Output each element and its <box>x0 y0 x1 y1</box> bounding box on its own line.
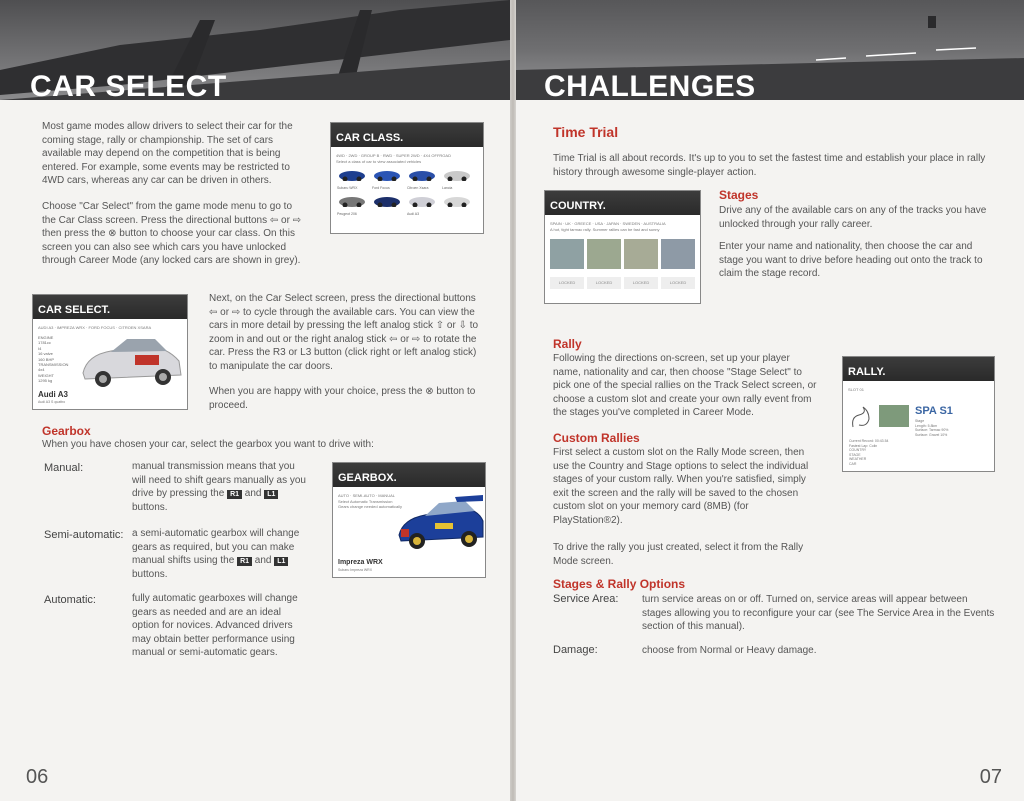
car-thumb <box>372 167 407 190</box>
stat-line: I4 <box>38 345 42 351</box>
stage-detail: Surface: Tarmac 90% <box>915 428 949 433</box>
car-thumb <box>442 167 477 190</box>
screenshot-tabs: 4WD · 2WD · GROUP B · RWD · SUPER 2WD · 4X4 OFFROAD <box>336 153 451 158</box>
stat-line: WEIGHT <box>38 372 54 378</box>
rally-heading: Rally <box>553 337 582 351</box>
screenshot-title: GEARBOX. <box>338 472 397 484</box>
screenshot-title: CAR CLASS. <box>336 132 404 144</box>
car-subtitle: Subaru Impreza WRX <box>338 568 373 572</box>
record-info <box>849 439 889 467</box>
custom-rallies-paragraph: First select a custom slot on the Rally Mode screen, then use the Country and Stage options to select the individual stages of your custom rally. When you're satisfied, simply exit the screen and the rally will be saved to the chosen custom slot on your memory card (8MB) (for PlayStation®2). <box>553 447 809 526</box>
semi-automatic-term: Semi-automatic: <box>44 529 124 541</box>
car-thumb <box>337 167 372 190</box>
custom-rallies-heading: Custom Rallies <box>553 431 640 445</box>
page-number: 06 <box>26 766 49 788</box>
screenshot-hint: A hot, tight tarmac rally. Summer rallies can be fast and sunny <box>550 227 660 232</box>
stage-thumb <box>550 239 584 269</box>
screenshot-hint: Select Automatic Transmission <box>338 499 393 504</box>
country-screenshot <box>544 190 701 304</box>
stat-line: 160 BHP <box>38 356 55 362</box>
rally-paragraph: Following the directions on-screen, set up your player name, nationality and car, then choose "Stage Select" to pick one of the special rallies on the Track Select screen, or choose a custom slot and create your own rally event from the stages you've completed in Career Mode. <box>553 353 817 418</box>
damage-description: choose from Normal or Heavy damage. <box>642 645 817 656</box>
header-banner-right <box>516 0 1024 100</box>
stage-detail: Length: 5.8km <box>915 423 938 428</box>
happy-paragraph: When you are happy with your choice, press the ⊗ button to proceed. <box>209 386 476 411</box>
stage-name: SPA S1 <box>915 405 953 417</box>
drive-rally-paragraph: To drive the rally you just created, select it from the Rally Mode screen. <box>553 542 804 567</box>
car-thumb <box>372 193 407 216</box>
car-thumb <box>407 193 442 216</box>
manual-term: Manual: <box>44 462 84 474</box>
automatic-term: Automatic: <box>44 594 96 606</box>
stage-detail: Stage <box>915 419 925 423</box>
car-name: Audi A3 <box>38 390 68 399</box>
stat-line: TRANSMISSION <box>38 362 69 368</box>
time-trial-paragraph: Time Trial is all about records. It's up to you to set the fastest time and establish your place in rally history through awesome single-player action. <box>553 153 986 178</box>
r1-button-icon: R1 <box>237 557 252 566</box>
intro-paragraph: Most game modes allow drivers to select their car for the coming stage, rally or championship. The set of cars available may depend on the competition that is being entered. For example, some events may be restricted to 4WD cars, whereas any car can be driven in others. <box>42 121 293 186</box>
stage-details <box>915 419 948 437</box>
stat-line: 4x4 <box>38 367 45 373</box>
stat-line: 16 valve <box>38 351 53 357</box>
record-line: Fastest Lap: Colin <box>849 443 878 448</box>
car-thumb <box>337 193 372 216</box>
screenshot-title: COUNTRY. <box>550 200 606 212</box>
gearbox-screenshot <box>332 462 486 578</box>
page-number: 07 <box>979 766 1002 788</box>
stat-line: 1781cc <box>38 340 51 346</box>
car-thumb-label: Subaru WRX <box>337 186 358 190</box>
l1-button-icon: L1 <box>264 490 278 499</box>
car-name: Impreza WRX <box>338 559 383 566</box>
screenshot-title: CAR SELECT. <box>38 304 111 316</box>
screenshot-hint: Select a class of car to view associated vehicles <box>336 159 422 164</box>
field-label: STAGE <box>849 452 861 457</box>
stage-thumb <box>661 239 695 269</box>
car-subtitle: Audi A3 S quattro <box>38 400 66 404</box>
slot-label: SLOT 01 <box>848 387 864 392</box>
page-left <box>0 0 510 801</box>
stage-preview-image <box>879 405 909 427</box>
car-render-image <box>75 331 185 391</box>
page-title: CAR SELECT <box>30 70 227 100</box>
automatic-description: fully automatic gearboxes will change gears as needed and are an ideal option for novices. Advanced drivers may obtain better performance using manual or semi-automatic gears. <box>132 593 298 658</box>
semi-automatic-description: a semi-automatic gearbox will change gears as required, but you can make manual shifts using the R1 and L1 buttons. <box>132 528 300 580</box>
stat-line: 1295 kg <box>38 378 53 384</box>
rally-car-image <box>395 489 485 553</box>
car-thumb-label: Audi A3 <box>407 212 420 216</box>
stage-thumbnails <box>550 239 695 269</box>
stages-heading: Stages <box>719 188 759 202</box>
stat-line: ENGINE <box>38 335 54 340</box>
screenshot-title: RALLY. <box>848 366 886 378</box>
stage-map-icon <box>849 403 873 431</box>
l1-button-icon: L1 <box>274 557 288 566</box>
locked-tiles <box>550 277 695 289</box>
locked-tile: LOCKED <box>587 277 621 289</box>
page-title: CHALLENGES <box>544 70 756 100</box>
car-thumb <box>407 167 442 190</box>
damage-term: Damage: <box>553 644 598 656</box>
options-heading: Stages & Rally Options <box>553 577 686 591</box>
car-stats <box>38 335 68 384</box>
stage-detail: Surface: Gravel 10% <box>915 432 948 437</box>
car-select-screenshot <box>32 294 188 410</box>
car-thumb-label: Citroen Xsara <box>407 186 429 190</box>
field-label: WEATHER <box>849 457 867 462</box>
header-banner-left <box>0 0 510 100</box>
time-trial-heading: Time Trial <box>553 124 619 140</box>
field-label: CAR <box>849 461 857 466</box>
stages-paragraph-2: Enter your name and nationality, then choose the car and stage you want to drive before heading out onto the track to claim the stage record. <box>719 241 983 279</box>
locked-tile: LOCKED <box>624 277 658 289</box>
r1-button-icon: R1 <box>227 490 242 499</box>
locked-tile: LOCKED <box>661 277 695 289</box>
record-line: Current Record: 00:43.54 <box>849 439 889 443</box>
locked-tile: LOCKED <box>550 277 584 289</box>
car-class-screenshot <box>330 122 484 234</box>
stage-thumb <box>624 239 658 269</box>
service-area-term: Service Area: <box>553 593 619 605</box>
screenshot-tabs: AUTO · SEMI-AUTO · MANUAL <box>338 493 395 498</box>
stages-paragraph-1: Drive any of the available cars on any of the tracks you have unlocked through your rally career. <box>719 205 987 230</box>
service-area-description: turn service areas on or off. Turned on, service areas will appear between stages allowing you to reconfigure your car (see The Service Area in the Events section of this manual). <box>642 594 995 632</box>
car-thumb-label: Peugeot 206 <box>337 212 357 216</box>
screenshot-tabs: SPAIN · UK · GREECE · USA · JAPAN · SWEDEN · AUSTRALIA <box>550 221 666 226</box>
next-paragraph: Next, on the Car Select screen, press the directional buttons ⇦ or ⇨ to cycle through the available cars. You can view the cars in more detail by pressing the left analog stick ⇧ or ⇩ to zoom in and out or the right analog stick ⇦ or ⇨ to rotate the car. Press the R3 or L3 button (click right or left analog stick) to manipulate the car doors. <box>209 293 479 372</box>
car-thumb-label: Lancia <box>442 186 453 190</box>
screenshot-tabs: AUDI A3 · IMPREZA WRX · FORD FOCUS · CITROEN XSARA <box>38 325 152 330</box>
car-thumb <box>442 193 477 216</box>
page-right <box>516 0 1024 801</box>
rally-screenshot <box>842 356 995 472</box>
screenshot-hint: Gears change needed automatically <box>338 504 403 509</box>
car-thumb-label: Ford Focus <box>372 186 390 190</box>
choose-paragraph: Choose "Car Select" from the game mode menu to go to the Car Class screen. Press the directional buttons ⇦ or ⇨ then press the ⊗ button to choose your car class. On this screen you can also see which cars you have unlocked through Career Mode (any locked cars are shown in grey). <box>42 201 302 266</box>
field-label: COUNTRY <box>849 448 867 453</box>
gearbox-heading: Gearbox <box>42 424 91 438</box>
stage-thumb <box>587 239 621 269</box>
manual-description: manual transmission means that you will need to shift gears manually as you drive by pressing the R1 and L1 buttons. <box>132 461 306 513</box>
gearbox-intro: When you have chosen your car, select the gearbox you want to drive with: <box>42 439 374 450</box>
